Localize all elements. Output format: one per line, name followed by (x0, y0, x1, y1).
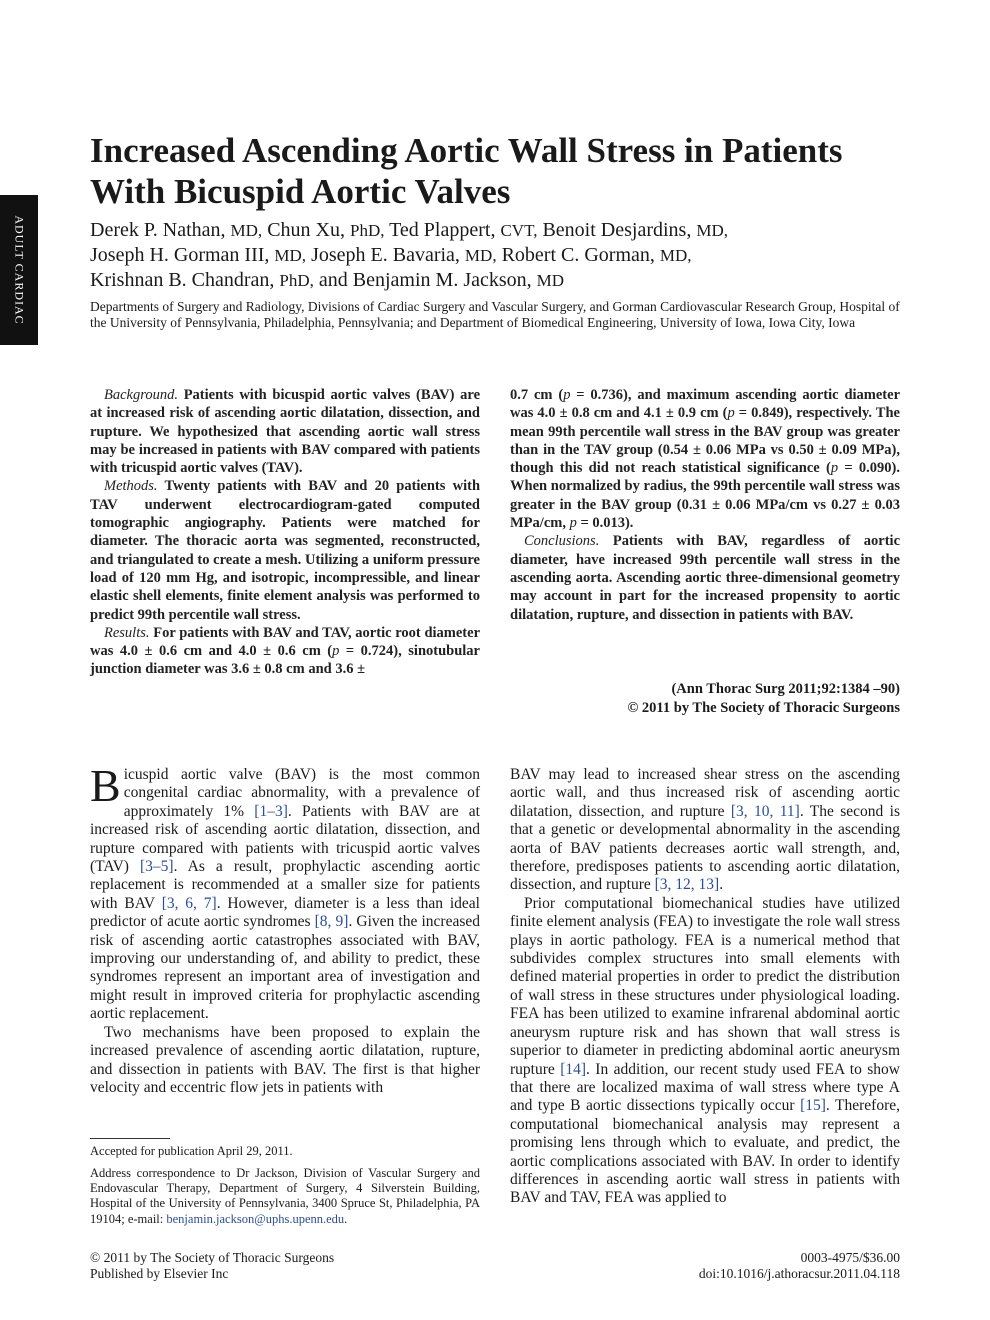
correspondence-text: . (344, 1211, 348, 1226)
abstract-results (90, 624, 480, 679)
abstract-conclusions-label: Conclusions. (524, 533, 600, 550)
author-degree: MD, (274, 246, 307, 265)
author-degree: MD, (659, 246, 692, 265)
abstract-methods (90, 477, 480, 623)
author-degree: MD, (696, 221, 728, 240)
footer-left (90, 1250, 334, 1282)
reference-link[interactable]: [3, 6, 7] (161, 894, 217, 912)
body-text: icuspid aortic valve (BAV) is the most common congenital cardiac abnormality, with a prevalence of approximately 1% (123, 766, 480, 820)
abstract-methods-text: Twenty patients with BAV and 20 patients with TAV underwent electrocardiogram-gated computed tomographic angiography. Patients were matched for diameter. The thoracic aorta was segmented, reconstructed, and triangulated to create a mesh. Utilizing a uniform pressure load of 120 mm Hg, and isotropic, incompressible, and linear elastic shell elements, finite element analysis was performed to predict 99th percentile wall stress. (90, 478, 481, 623)
author-name: Benoit Desjardins, (542, 219, 692, 241)
abstract-results-label: Results. (104, 624, 150, 641)
affiliations: Departments of Surgery and Radiology, Divisions of Cardiac Surgery and Vascular Surgery, and Gorman Cardiovascular Research Group, Hospital of the University of Pennsylvania, Philadelphia, Pennsylvania; and Department of Biomedical Engineering, University of Iowa, Iowa City, Iowa (90, 299, 900, 330)
email-link[interactable]: benjamin.jackson@uphs.upenn.edu (166, 1211, 345, 1226)
body-paragraph-1 (90, 760, 481, 1024)
abstract-results-text: = 0.849), respectively. The mean 99th percentile wall stress in the BAV group was greater than in the TAV group (0.54 ± 0.06 MPa vs 0.50 ± 0.09 MPa), though this did not reach statistical significance ( (510, 405, 900, 477)
abstract-results-continued (510, 386, 900, 532)
abstract-right-column (510, 386, 900, 624)
p-value-symbol: p (569, 515, 577, 532)
author-name: Ted Plappert, (389, 219, 496, 241)
footer-copyright: © 2011 by The Society of Thoracic Surgeons (90, 1250, 335, 1265)
section-side-tab-label: ADULT CARDIAC (12, 215, 27, 325)
author-name: Joseph E. Bavaria, (311, 244, 460, 266)
abstract-left-column (90, 386, 480, 679)
reference-link[interactable]: [14] (560, 1060, 587, 1078)
footnote-accepted: Accepted for publication April 29, 2011. (90, 1144, 293, 1158)
author-degree: PhD, (349, 221, 385, 240)
body-text: BAV may lead to increased shear stress on the ascending aortic wall, and thus increased risk of ascending aortic dilatation, dissection, and rupture (510, 766, 900, 820)
footnote-correspondence (90, 1166, 480, 1227)
footer-doi: doi:10.1016/j.athoracsur.2011.04.118 (698, 1266, 900, 1281)
author-degree: CVT, (500, 221, 538, 240)
abstract-results-text: 0.7 cm ( (510, 387, 564, 403)
abstract-conclusions (510, 532, 900, 623)
reference-link[interactable]: [8, 9] (314, 913, 349, 931)
abstract-background-label: Background. (104, 387, 178, 403)
author-name: Chun Xu, (267, 219, 345, 241)
body-text: Prior computational biomechanical studies have utilized finite element analysis (FEA) to investigate the role wall stress plays in aortic pathology. FEA is a numerical method that subdivides complex structures into small elements with defined material properties in order to predict the distribution of wall stress in these structures under physiological loading. FEA has been utilized to examine infrarenal abdominal aortic aneurysm rupture risk and has shown that wall stress is superior to diameter in predicting abdominal aortic aneurysm rupture (510, 894, 900, 1078)
author-degree: MD, (464, 246, 497, 265)
abstract-conclusions-text: Patients with BAV, regardless of aortic diameter, have increased 99th percentile wall stress in the ascending aorta. Ascending aortic three-dimensional geometry may account in part for the increased propensity to aortic dilatation, rupture, and dissection in patients with BAV. (510, 533, 900, 623)
author-list (90, 218, 920, 293)
reference-link[interactable]: [15] (800, 1097, 826, 1115)
body-paragraph-3 (510, 895, 900, 1208)
author-degree: PhD, (279, 271, 314, 290)
author-name: Derek P. Nathan, (90, 219, 226, 241)
author-degree: MD (536, 271, 565, 290)
body-text: . As a result, prophylactic ascending aortic replacement is recommended at a smaller size for patients with BAV (90, 858, 480, 912)
body-text: . In addition, our recent study used FEA to show that there are localized maxima of wall stress where type A and type B aortic dissections typically occur (510, 1060, 900, 1115)
abstract-results-text: = 0.013). (576, 515, 634, 532)
body-left-column (90, 760, 481, 1097)
body-text: . Given the increased risk of ascending aortic catastrophes associated with BAV, improving our understanding of, and ability to predict, these syndromes represent an important area of investigation and might result in improved criteria for prophylactic ascending aortic replacement. (90, 913, 481, 1023)
correspondence-text: Address correspondence to Dr Jackson, Division of Vascular Surgery and Endovascular Therapy, Department of Surgery, 4 Silverstein Building, Hospital of the University of Pennsylvania, 3400 Spruce St, Philadelphia, PA 19104; e-mail: (90, 1166, 480, 1226)
reference-link[interactable]: [3, 10, 11] (730, 802, 800, 820)
body-text: . Patients with BAV are at increased risk of ascending aortic dilatation, dissection, and rupture compared with patients with tricuspid aortic valves (TAV) (90, 802, 480, 876)
article-title: Increased Ascending Aortic Wall Stress in Patients With Bicuspid Aortic Valves (90, 131, 843, 211)
reference-link[interactable]: [1–3] (254, 802, 288, 820)
author-name: Krishnan B. Chandran, (90, 269, 275, 291)
copyright-line: © 2011 by The Society of Thoracic Surgeons (627, 700, 900, 716)
p-value-symbol: p (727, 405, 735, 422)
abstract-results-text: = 0.090). When normalized by radius, the 99th percentile wall stress was greater in the BAV group (0.31 ± 0.06 MPa/cm vs 0.27 ± 0.03 MPa/cm, (510, 460, 901, 532)
abstract-results-text: For patients with BAV and TAV, aortic root diameter was 4.0 ± 0.6 cm and 4.0 ± 0.6 cm ( (90, 624, 481, 660)
author-degree: MD, (230, 221, 263, 240)
p-value-symbol: p (332, 643, 340, 660)
p-value-symbol: p (830, 460, 839, 477)
footer-issn-price: 0003-4975/$36.00 (800, 1250, 900, 1265)
footer-right (600, 1250, 900, 1282)
abstract-background (90, 386, 480, 477)
author-name: Joseph H. Gorman III, (90, 244, 270, 266)
abstract-results-text: = 0.736), and maximum ascending aortic diameter was 4.0 ± 0.8 cm and 4.1 ± 0.9 cm ( (510, 387, 900, 422)
body-right-column (510, 766, 900, 1208)
reference-link[interactable]: [3–5] (139, 858, 174, 876)
reference-link[interactable]: [3, 12, 13] (654, 876, 720, 894)
body-text: . (719, 876, 724, 894)
body-text: . The second is that a genetic or developmental abnormality in the ascending aorta of BAV patients decreases aortic wall strength, and, therefore, predisposes patients to ascending aortic dilatation, dissection, and rupture (510, 802, 900, 894)
drop-cap: B (90, 760, 121, 811)
body-paragraph-2: Two mechanisms have been proposed to explain the increased prevalence of ascending aortic dilatation, rupture, and dissection in patients with BAV. The first is that higher velocity and eccentric flow jets in patients with (90, 1023, 480, 1096)
citation-block (510, 680, 900, 718)
abstract-results-text: = 0.724), sinotubular junction diameter was 3.6 ± 0.8 cm and 3.6 ± (90, 643, 480, 678)
abstract-methods-label: Methods. (104, 478, 158, 495)
author-name: Robert C. Gorman, (501, 244, 655, 266)
body-paragraph-2-continued (510, 766, 900, 895)
body-text: . Therefore, computational biomechanical analysis may represent a promising lens through which to evaluate, and predict, the aortic complications associated with BAV. In order to identify differences in ascending aortic wall stress in patients with BAV and TAV, FEA was applied to (510, 1097, 900, 1207)
abstract-background-text: Patients with bicuspid aortic valves (BAV) are at increased risk of ascending aortic dilatation, dissection, and rupture. We hypothesized that ascending aortic wall stress may be increased in patients with BAV compared with patients with tricuspid aortic valves (TAV). (90, 387, 481, 477)
author-name: and Benjamin M. Jackson, (318, 269, 532, 291)
journal-citation: (Ann Thorac Surg 2011;92:1384 –90) (671, 681, 900, 697)
footer-publisher: Published by Elsevier Inc (90, 1266, 229, 1281)
section-side-tab (0, 195, 38, 345)
p-value-symbol: p (563, 387, 571, 403)
body-text: . However, diameter is a less than ideal predictor of acute aortic syndromes (90, 894, 480, 931)
footnote-divider (90, 1138, 170, 1139)
